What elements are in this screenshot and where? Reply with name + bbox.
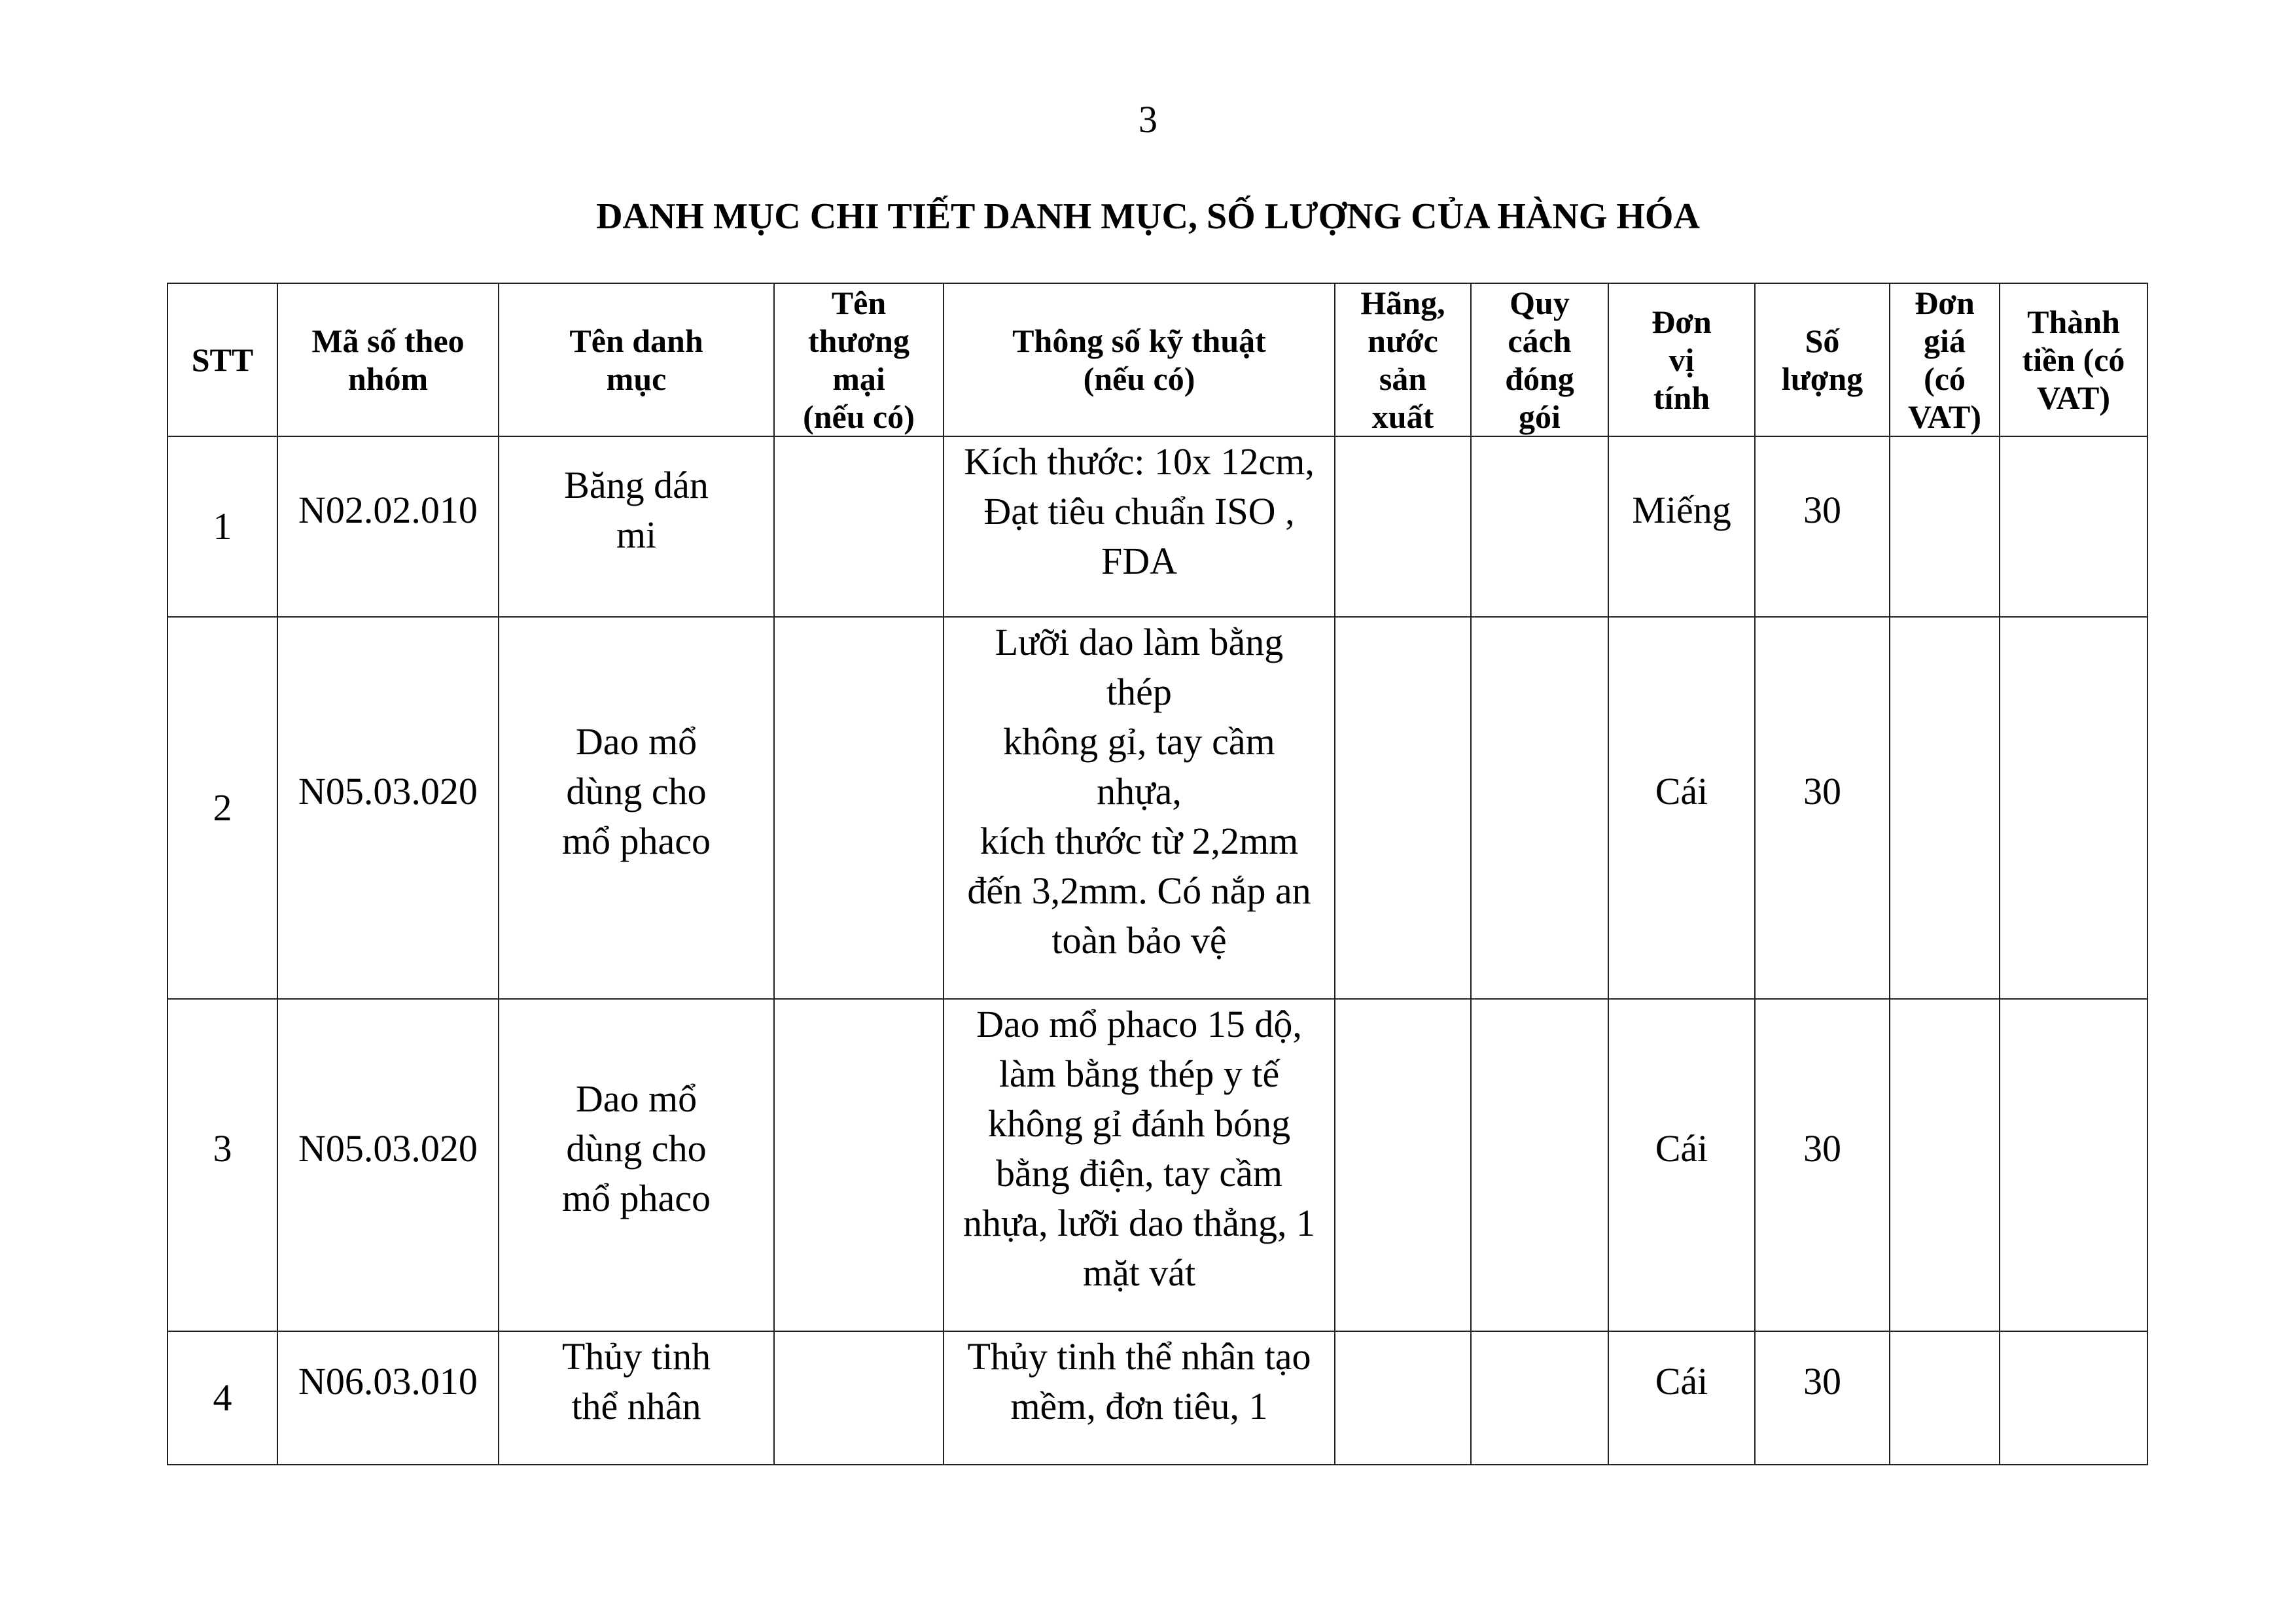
cell-name: Băng dán mi [499, 436, 774, 617]
cell-code: N06.03.010 [277, 1331, 499, 1465]
cell-code: N02.02.010 [277, 436, 499, 617]
cell-spec: Dao mổ phaco 15 dộ, làm bằng thép y tế không gỉ đánh bóng bằng điện, tay cầm nhựa, lưỡi dao thẳng, 1 mặt vát [944, 999, 1335, 1331]
cell-name: Dao mổ dùng cho mổ phaco [499, 999, 774, 1331]
cell-packaging [1471, 1331, 1608, 1465]
cell-trade-name [774, 617, 944, 999]
cell-unit: Cái [1608, 999, 1755, 1331]
cell-packaging [1471, 999, 1608, 1331]
cell-code: N05.03.020 [277, 617, 499, 999]
cell-unit-price [1890, 1331, 2000, 1465]
cell-unit-price [1890, 999, 2000, 1331]
cell-manufacturer [1335, 436, 1471, 617]
table-header-row [168, 283, 2147, 436]
cell-unit: Cái [1608, 617, 1755, 999]
cell-packaging [1471, 436, 1608, 617]
cell-packaging [1471, 617, 1608, 999]
header-name: Tên danh mục [499, 283, 774, 436]
cell-quantity: 30 [1755, 1331, 1890, 1465]
cell-code: N05.03.020 [277, 999, 499, 1331]
cell-total [2000, 999, 2147, 1331]
cell-manufacturer [1335, 999, 1471, 1331]
table-row [168, 436, 2147, 617]
cell-stt: 1 [168, 436, 277, 617]
cell-trade-name [774, 999, 944, 1331]
cell-total [2000, 436, 2147, 617]
page-number: 3 [1139, 98, 1157, 141]
cell-name: Thủy tinh thể nhân [499, 1331, 774, 1465]
header-trade-name: Tên thương mại (nếu có) [774, 283, 944, 436]
cell-total [2000, 617, 2147, 999]
header-packaging: Quy cách đóng gói [1471, 283, 1608, 436]
cell-unit: Miếng [1608, 436, 1755, 617]
cell-stt: 3 [168, 999, 277, 1331]
cell-stt: 4 [168, 1331, 277, 1465]
table-row [168, 999, 2147, 1331]
page-title: DANH MỤC CHI TIẾT DANH MỤC, SỐ LƯỢNG CỦA HÀNG HÓA [596, 196, 1700, 237]
cell-spec: Lưỡi dao làm bằng thép không gỉ, tay cầm nhựa, kích thước từ 2,2mm đến 3,2mm. Có nắp an toàn bảo vệ [944, 617, 1335, 999]
cell-spec: Kích thước: 10x 12cm, Đạt tiêu chuẩn ISO , FDA [944, 436, 1335, 617]
cell-total [2000, 1331, 2147, 1465]
cell-manufacturer [1335, 1331, 1471, 1465]
cell-manufacturer [1335, 617, 1471, 999]
header-code: Mã số theo nhóm [277, 283, 499, 436]
header-unit: Đơn vị tính [1608, 283, 1755, 436]
cell-quantity: 30 [1755, 436, 1890, 617]
table-row [168, 617, 2147, 999]
cell-unit: Cái [1608, 1331, 1755, 1465]
cell-trade-name [774, 1331, 944, 1465]
cell-spec: Thủy tinh thể nhân tạo mềm, đơn tiêu, 1 [944, 1331, 1335, 1465]
cell-unit-price [1890, 436, 2000, 617]
header-total: Thành tiền (có VAT) [2000, 283, 2147, 436]
cell-name: Dao mổ dùng cho mổ phaco [499, 617, 774, 999]
header-unit-price: Đơn giá (có VAT) [1890, 283, 2000, 436]
header-spec: Thông số kỹ thuật (nếu có) [944, 283, 1335, 436]
header-manufacturer: Hãng, nước sản xuất [1335, 283, 1471, 436]
cell-stt: 2 [168, 617, 277, 999]
cell-quantity: 30 [1755, 617, 1890, 999]
table-row [168, 1331, 2147, 1465]
goods-table [167, 283, 2148, 1465]
cell-quantity: 30 [1755, 999, 1890, 1331]
cell-unit-price [1890, 617, 2000, 999]
header-stt: STT [168, 283, 277, 436]
cell-trade-name [774, 436, 944, 617]
header-quantity: Số lượng [1755, 283, 1890, 436]
